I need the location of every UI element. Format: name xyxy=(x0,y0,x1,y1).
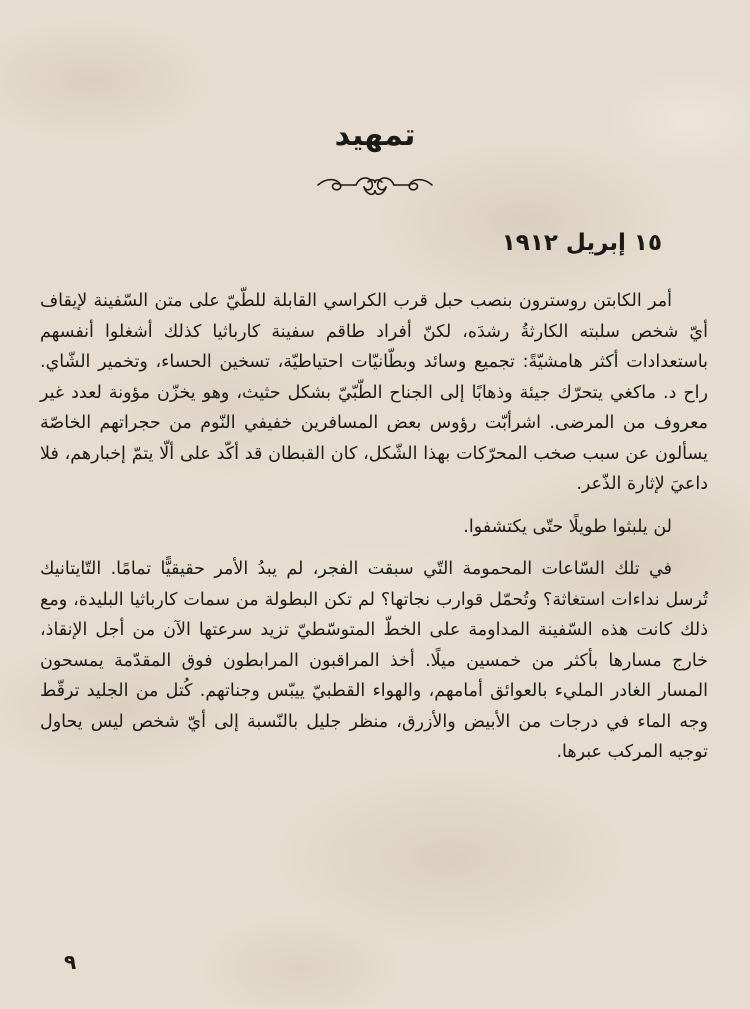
page-number: ٩ xyxy=(64,950,77,974)
paragraph-1: أمر الكابتن روسترون بنصب حبل قرب الكراسي القابلة للطّيّ على متن السّفينة لإيقاف أيّ شخص سلبته الكارثةُ رشدَه، لكنّ أفراد طاقم سفينة كارباثيا كذلك أشغلوا أنفسهم باستعدادات أكثر هامشيّةً: تجميع وسائد وبطّانيّات احتياطيّة، تسخين الحساء، وتخمير الشّاي. راح د. ماكغي يتحرّك جيئة وذهابًا إلى الجناح الطّبّيّ بشكل حثيث، وهو يخزّن مؤونة لعدد غير معروف من المرضى. اشرأبّت رؤوس بعض المسافرين خفيفي النّوم من حجراتهم الخاصّة يسألون عن سبب صخب المحرّكات بهذا الشّكل، كان القبطان قد أكّد على ألّا يتمّ إخبارهم، فلا داعيَ لإثارة الذّعر. xyxy=(40,291,708,494)
paragraph-3: في تلك السّاعات المحمومة التّي سبقت الفجر، لم يبدُ الأمر حقيقيًّا تمامًا. التّايتانيك تُرسل نداءات استغاثة؟ وتُحمّل قوارب نجاتها؟ لم تكن البطولة من سمات كارباثيا البليدة، ومع ذلك كانت هذه السّفينة المداومة على الخطّ المتوسّطيّ تزيد سرعتها الآن من أجل الإنقاذ، خارج مسارها بأكثر من خمسين ميلًا. أخذ المراقبون المرابطون فوق المقدّمة يمسحون المسار الغادر المليء بالعوائق أمامهم، والهواء القطبيّ ييبّس وجناتهم. كُتل من الجليد ترقّط وجه الماء في درجات من الأبيض والأزرق، منظر جليل بالنّسبة إلى أيّ شخص ليس يحاول توجيه المركب عبرها. xyxy=(40,559,708,762)
paragraph-2: لن يلبثوا طويلًا حتّى يكتشفوا. xyxy=(463,516,672,537)
chapter-title: تمهيد xyxy=(334,118,416,153)
date-heading: ١٥ إبريل ١٩١٢ xyxy=(501,230,662,256)
body-text xyxy=(40,286,708,768)
decorative-scroll-divider-icon xyxy=(312,170,438,200)
